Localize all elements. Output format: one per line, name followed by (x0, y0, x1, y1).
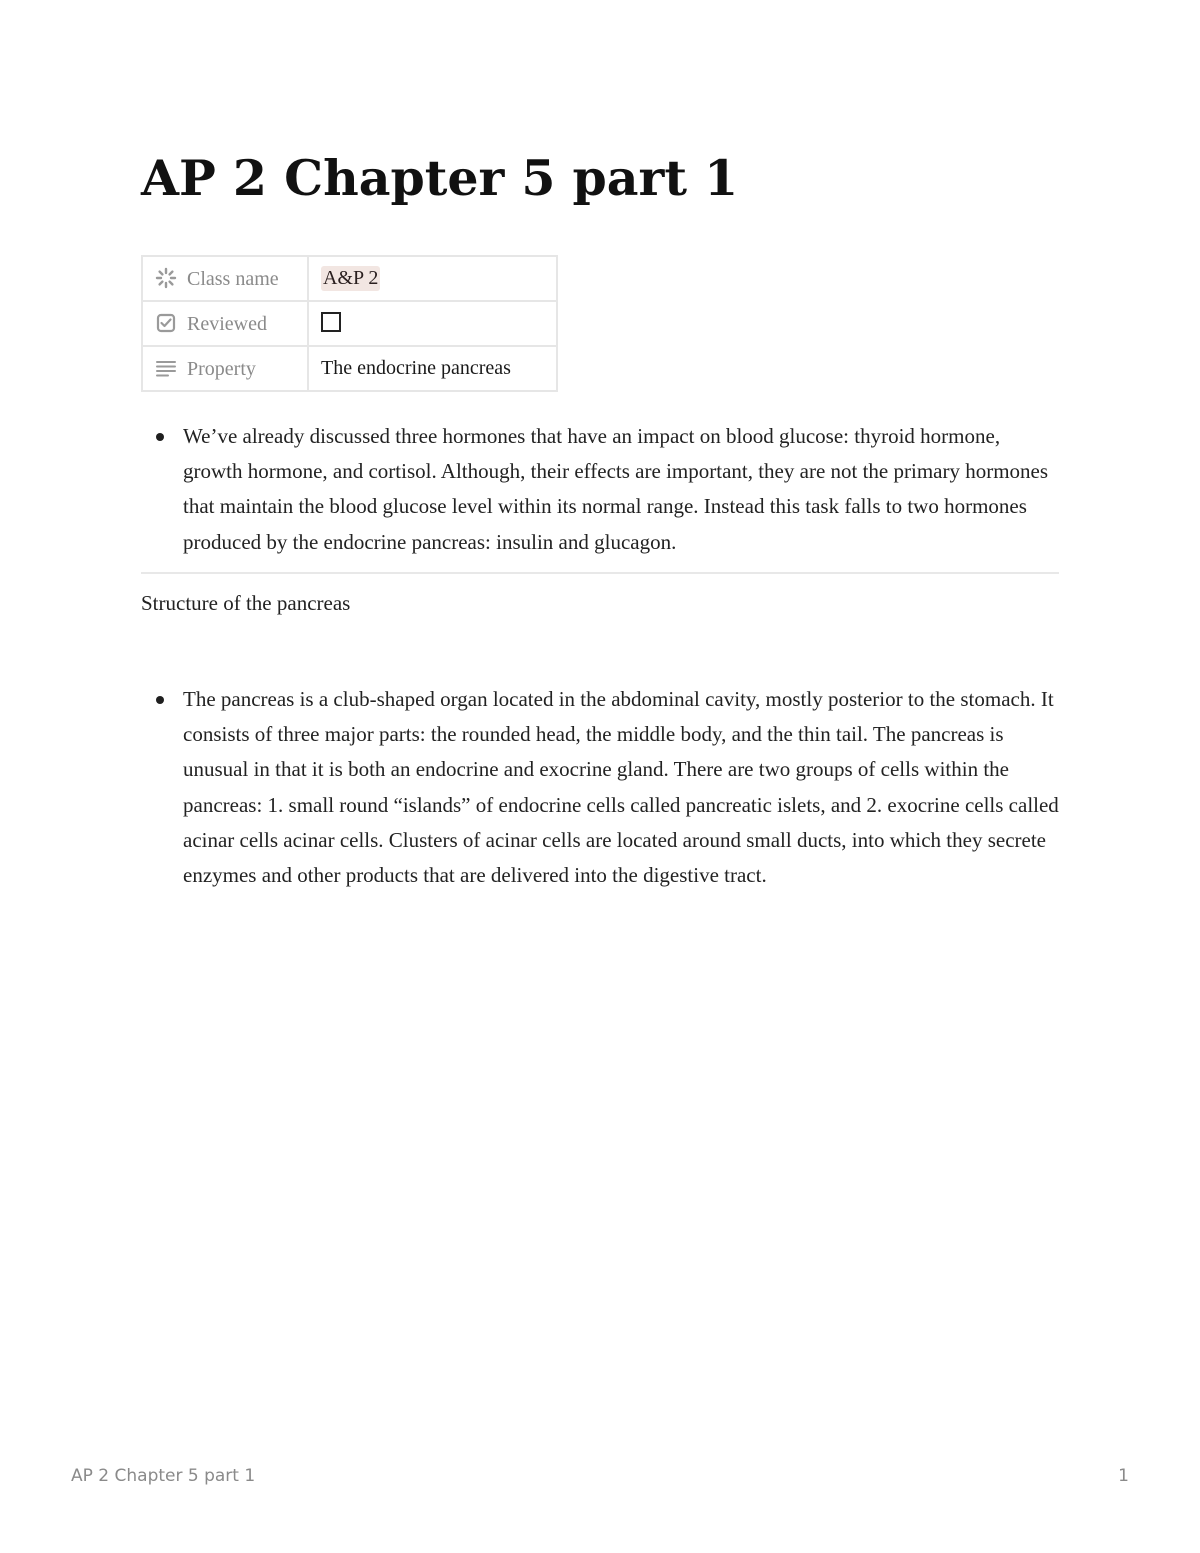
list-item-text: We’ve already discussed three hormones that have an impact on blood glucose: thyroid hormone, growth hormone, and cortisol. Although, their effects are important, they are not the primary hormones that maintain the blood glucose level within its normal range. Instead this task falls to two hormones produced by the endocrine pancreas: insulin and glucagon. (183, 424, 1049, 554)
bullet-dot-icon (156, 696, 164, 704)
properties-table (141, 255, 558, 392)
property-value-class-name[interactable] (308, 256, 557, 301)
property-value-property[interactable]: The endocrine pancreas (308, 346, 557, 391)
property-label: Class name (187, 267, 279, 290)
property-value-reviewed (308, 301, 557, 346)
property-row-reviewed (142, 301, 557, 346)
text-lines-icon (155, 357, 177, 379)
section-heading: Structure of the pancreas (141, 591, 351, 615)
property-key-class-name (142, 256, 308, 301)
property-row-property (142, 346, 557, 391)
checkbox-property-icon (155, 312, 177, 334)
footer-page-number: 1 (1118, 1466, 1129, 1486)
property-key-property (142, 346, 308, 391)
footer-title: AP 2 Chapter 5 part 1 (71, 1466, 256, 1486)
list-item (141, 682, 1059, 893)
property-label: Property (187, 357, 256, 380)
property-row-class-name (142, 256, 557, 301)
page-title: AP 2 Chapter 5 part 1 (141, 149, 739, 207)
list-item-text: The pancreas is a club-shaped organ located in the abdominal cavity, mostly posterior to the stomach. It consists of three major parts: the rounded head, the middle body, and the thin tail. The pancreas is unusual in that it is both an endocrine and exocrine gland. There are two groups of cells within the pancreas: 1. small round “islands” of endocrine cells called pancreatic islets, and 2. exocrine cells called acinar cells acinar cells. Clusters of acinar cells are located around small ducts, into which they secrete enzymes and other products that are delivered into the digestive tract. (183, 687, 1059, 888)
class-name-tag: A&P 2 (323, 267, 379, 289)
list-item (141, 419, 1059, 560)
divider (141, 572, 1059, 574)
reviewed-checkbox[interactable] (321, 312, 341, 332)
bullet-dot-icon (156, 433, 164, 441)
multi-select-icon (155, 267, 177, 289)
property-key-reviewed (142, 301, 308, 346)
property-label: Reviewed (187, 312, 267, 335)
